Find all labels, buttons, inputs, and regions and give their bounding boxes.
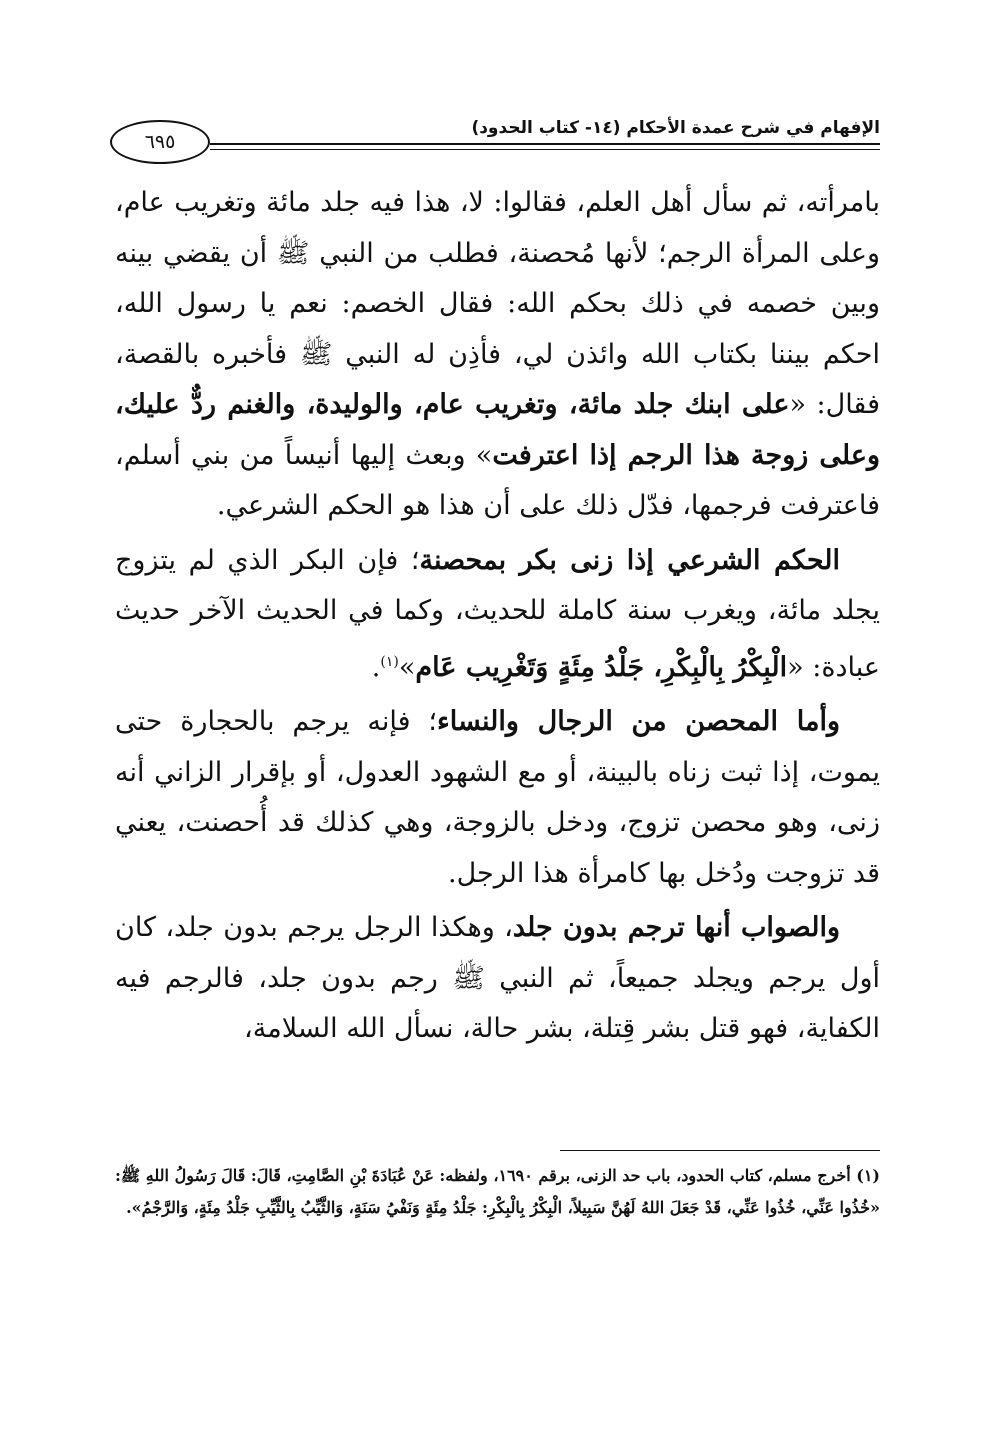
running-header-title: الإفهام في شرح عمدة الأحكام (١٤- كتاب الحدود) xyxy=(471,118,880,138)
main-text xyxy=(115,178,880,1059)
header-rule-thin xyxy=(210,149,880,150)
paragraph-1-text-a: بامرأته، ثم سأل أهل العلم، فقالوا: لا، هذا فيه جلد مائة وتغريب عام، وعلى المرأة الرجم؛ لأنها مُحصنة، فطلب من النبي ﷺ أن يقضي بينه وبين خصمه في ذلك بحكم الله: فقال الخصم: نعم يا رسول الله، احكم بيننا بكتاب الله وائذن لي، فأذِن له النبي ﷺ فأخبره بالقصة، فقال: « xyxy=(115,187,881,420)
paragraph-2-text-c: . xyxy=(371,651,381,683)
ruling-heading-bold: الحكم الشرعي إذا زنى بكر بمحصنة xyxy=(419,544,840,576)
paragraph-3 xyxy=(115,697,880,899)
paragraph-4 xyxy=(115,903,880,1055)
paragraph-2 xyxy=(115,536,880,694)
page-header xyxy=(110,112,880,162)
page-number: ٦٩٥ xyxy=(110,120,210,164)
hadith-ubadah-bold: الْبِكْرُ بِالْبِكْرِ، جَلْدُ مِئَةٍ وَتَغْرِيب عَام xyxy=(415,651,788,683)
paragraph-3-text: ؛ فإنه يرجم بالحجارة حتى يموت، إذا ثبت زناه بالبينة، أو مع الشهود العدول، أو بإقرار الزاني أنه زنى، وهو محصن تزوج، ودخل بالزوجة، وهي كذلك قد أُحصنت، يعني قد تزوجت ودُخل بها كامرأة هذا الرجل. xyxy=(115,706,880,889)
header-rule-thick xyxy=(210,143,880,145)
muhsan-heading-bold: وأما المحصن من الرجال والنساء xyxy=(437,706,840,737)
paragraph-2-text-b: » xyxy=(398,651,416,683)
paragraph-1-text-b: » وبعث إليها أنيساً من بني أسلم، فاعترفت فرجمها، فدّل ذلك على أن هذا هو الحكم الشرعي. xyxy=(115,439,880,521)
paragraph-4-text: ، وهكذا الرجل يرجم بدون جلد، كان أول يرجم ويجلد جميعاً، ثم النبي ﷺ رجم بدون جلد، فالرجم فيه الكفاية، فهو قتل بشر قِتلة، بشر حالة، نسأل الله السلامة، xyxy=(115,912,880,1044)
hadith-quote-bold: على ابنك جلد مائة، وتغريب عام، والوليدة، والغنم ردٌّ عليك، وعلى زوجة هذا الرجم إذا اعترفت xyxy=(115,389,880,471)
footnote-separator xyxy=(560,1150,880,1151)
footnote-1-text: (١) أخرج مسلم، كتاب الحدود، باب حد الزنى، برقم ١٦٩٠، ولفظه: عَنْ عُبَادَةَ بْنِ الصَّامِتِ، قَالَ: قَالَ رَسُولُ اللهِ ﷺ: «خُذُوا عَنِّي، خُذُوا عَنِّي، قَدْ جَعَلَ اللهُ لَهُنَّ سَبِيلاً، الْبِكْرُ بِالْبِكْرِ: جَلْدُ مِئَةٍ وَنَفْيُ سَنَةٍ، وَالثَّيِّبُ بِالثَّيِّبِ جَلْدُ مِئَةٍ، وَالرَّجْمُ». xyxy=(115,1166,880,1217)
footnote xyxy=(115,1160,880,1224)
correct-view-bold: والصواب أنها ترجم بدون جلد xyxy=(512,912,840,943)
paragraph-2-text-a: ؛ فإن البكر الذي لم يتزوج يجلد مائة، ويغرب سنة كاملة للحديث، وكما في الحديث الآخر حديث عبادة: « xyxy=(115,544,880,683)
footnote-reference[interactable]: (١) xyxy=(380,653,399,670)
paragraph-1 xyxy=(115,178,880,532)
